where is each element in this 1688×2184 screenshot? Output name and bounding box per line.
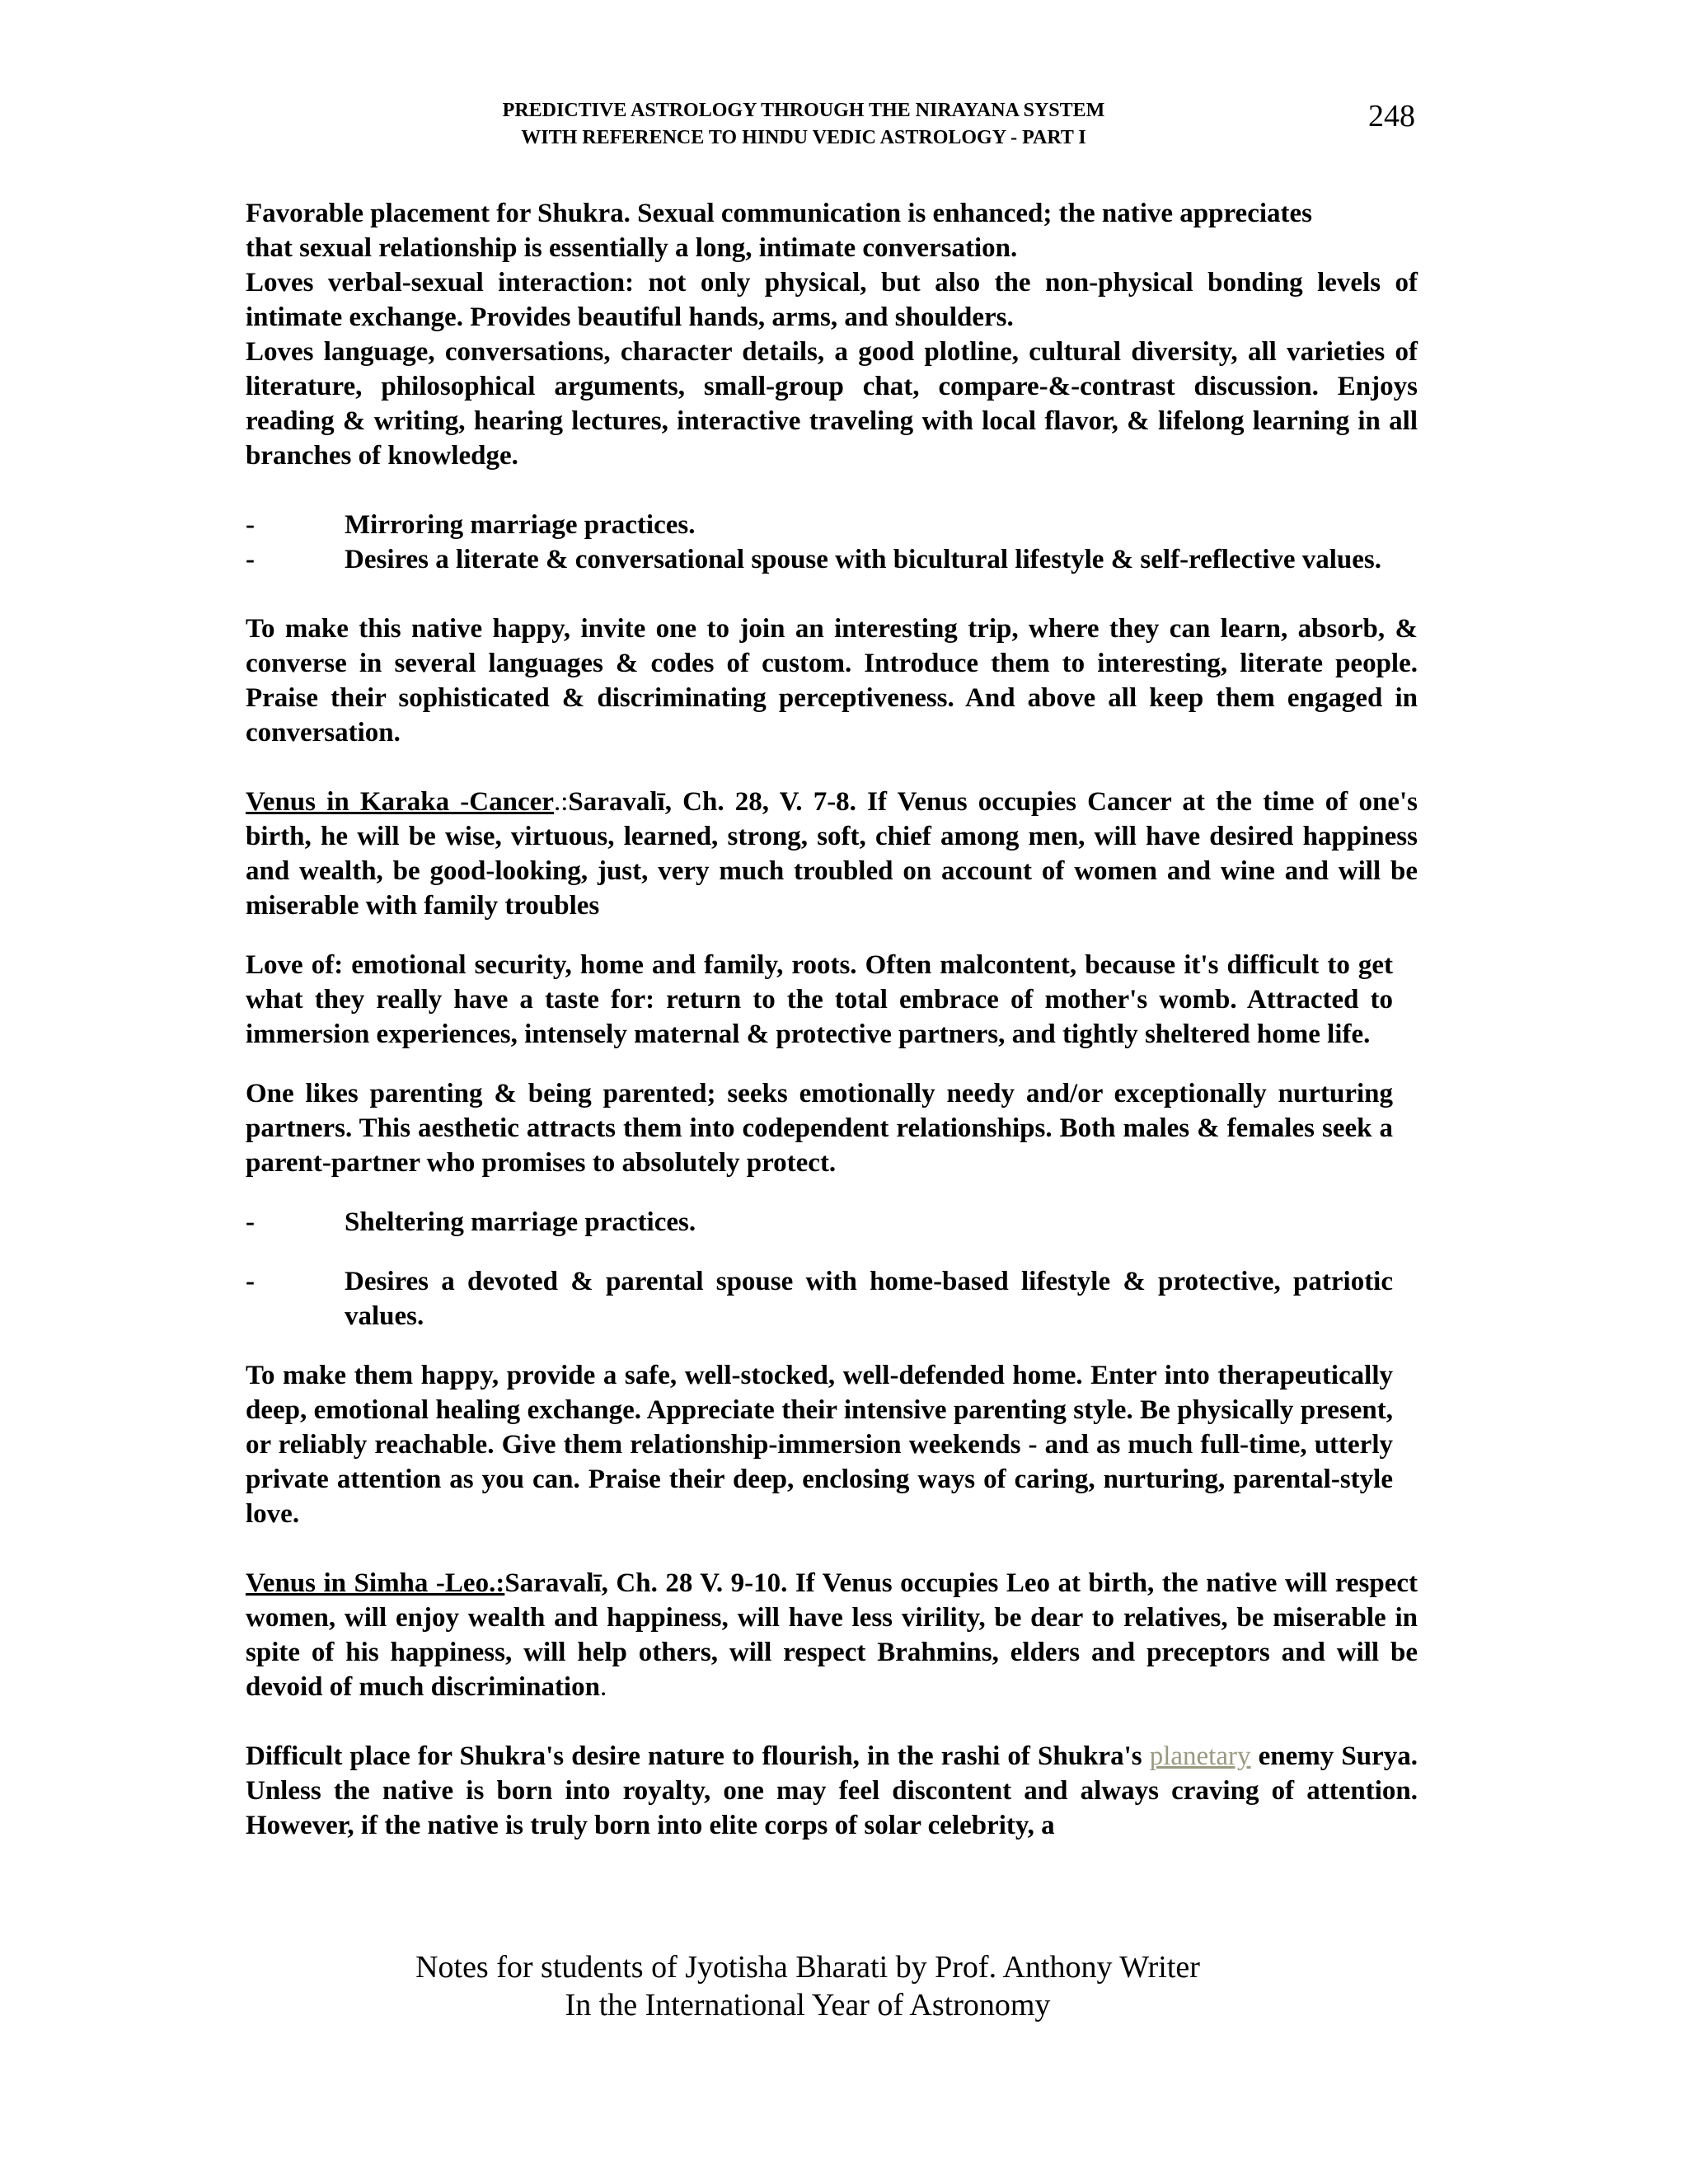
bullet-dash: -: [246, 545, 255, 574]
paragraph-text: enemy Surya. Unless the native is born into royalty, one may feel discontent and always craving of attention. However, if the native is truly born into elite corps of solar celebrity, a: [246, 1741, 1418, 1840]
bullet-dash: -: [246, 1267, 255, 1296]
paragraph-loves-language: Loves language, conversations, character details, a good plotline, cultural diversity, all varieties of literature, philosophical arguments, small-group chat, compare-&-contrast discussion. Enjoys reading & writing, hearing lectures, interactive traveling with local flavor, & lifelong learning in all branches of knowledge.: [246, 337, 1418, 471]
footer-line-2: In the International Year of Astronomy: [565, 1988, 1051, 2022]
header-line-1: PREDICTIVE ASTROLOGY THROUGH THE NIRAYANA SYSTEM: [502, 100, 1105, 121]
bullet-text: Desires a literate & conversational spouse with bicultural lifestyle & self-reflective values.: [345, 545, 1382, 574]
running-header: [462, 97, 1146, 152]
bullet-dash: -: [246, 1207, 255, 1237]
paragraph-line: Favorable placement for Shukra. Sexual communication is enhanced; the native appreciates: [246, 199, 1312, 228]
paragraph-venus-leo: [246, 1566, 1418, 1704]
section-heading-venus-leo: Venus in Simha -Leo.:: [246, 1568, 505, 1598]
planetary-link[interactable]: planetary: [1149, 1741, 1251, 1771]
list-item: [246, 542, 1418, 577]
paragraph-text: Difficult place for Shukra's desire nature to flourish, in the rashi of Shukra's: [246, 1741, 1150, 1771]
bullet-dash: -: [246, 510, 255, 540]
saravali-quote: Saravalī, Ch. 28 V. 9-10. If Venus occupies Leo at birth, the native will respect women, will enjoy wealth and happiness, will have less virility, be dear to relatives, be miserable in spite of his happiness, will help others, will respect Brahmins, elders and preceptors and will be devoid of much discrimination: [246, 1568, 1418, 1702]
paragraph-love-of: Love of: emotional security, home and family, roots. Often malcontent, because it's difficult to get what they really have a taste for: return to the total embrace of mother's womb. Attracted to immersion experiences, intensely maternal & protective partners, and tightly sheltered home life.: [246, 950, 1393, 1049]
page-footer: [0, 1948, 1615, 2024]
paragraph-shukra-favorable: [246, 196, 1418, 265]
paragraph-line: that sexual relationship is essentially a long, intimate conversation.: [246, 233, 1018, 263]
page-number: 248: [1368, 99, 1415, 134]
heading-separator: .:: [553, 787, 569, 817]
section-heading-venus-cancer: Venus in Karaka -Cancer: [246, 787, 554, 817]
body-text: [246, 196, 1418, 1843]
sentence-end: .: [599, 1672, 607, 1702]
paragraph-make-happy-gemini: To make this native happy, invite one to join an interesting trip, where they can learn, absorb, & converse in several languages & codes of custom. Introduce them to interesting, literate people. Praise their sophisticated & discriminating perceptiveness. And above all keep them engaged in conversation.: [246, 614, 1418, 748]
paragraph-make-happy-cancer: To make them happy, provide a safe, well-stocked, well-defended home. Enter into therapeutically deep, emotional healing exchange. Appreciate their intensive parenting style. Be physically present, or reliably reachable. Give them relationship-immersion weekends - and as much full-time, utterly private attention as you can. Praise their deep, enclosing ways of caring, nurturing, parental-style love.: [246, 1361, 1393, 1529]
paragraph-verbal-interaction: Loves verbal-sexual interaction: not only physical, but also the non-physical bonding levels of intimate exchange. Provides beautiful hands, arms, and shoulders.: [246, 268, 1418, 332]
footer-line-1: Notes for students of Jyotisha Bharati by Prof. Anthony Writer: [415, 1950, 1200, 1985]
list-item: [246, 508, 1418, 542]
bullet-text: Mirroring marriage practices.: [345, 510, 696, 540]
list-item: [246, 1205, 1393, 1240]
paragraph-venus-cancer: [246, 785, 1418, 923]
saravali-quote: Saravalī, Ch. 28, V. 7-8. If Venus occupies Cancer at the time of one's birth, he will be wise, virtuous, learned, strong, soft, chief among men, will have desired happiness and wealth, be good-looking, just, very much troubled on account of women and wine and will be miserable with family troubles: [246, 787, 1418, 921]
bullet-list-gemini: [246, 508, 1418, 577]
list-item: [246, 1264, 1393, 1333]
header-line-2: WITH REFERENCE TO HINDU VEDIC ASTROLOGY - PART I: [521, 127, 1086, 148]
bullet-text: Sheltering marriage practices.: [345, 1207, 696, 1237]
bullet-text: Desires a devoted & parental spouse with home-based lifestyle & protective, patriotic values.: [345, 1267, 1393, 1331]
paragraph-parenting: One likes parenting & being parented; seeks emotionally needy and/or exceptionally nurturing partners. This aesthetic attracts them into codependent relationships. Both males & females seek a parent-partner who promises to absolutely protect.: [246, 1079, 1393, 1178]
paragraph-difficult-place: [246, 1739, 1418, 1843]
